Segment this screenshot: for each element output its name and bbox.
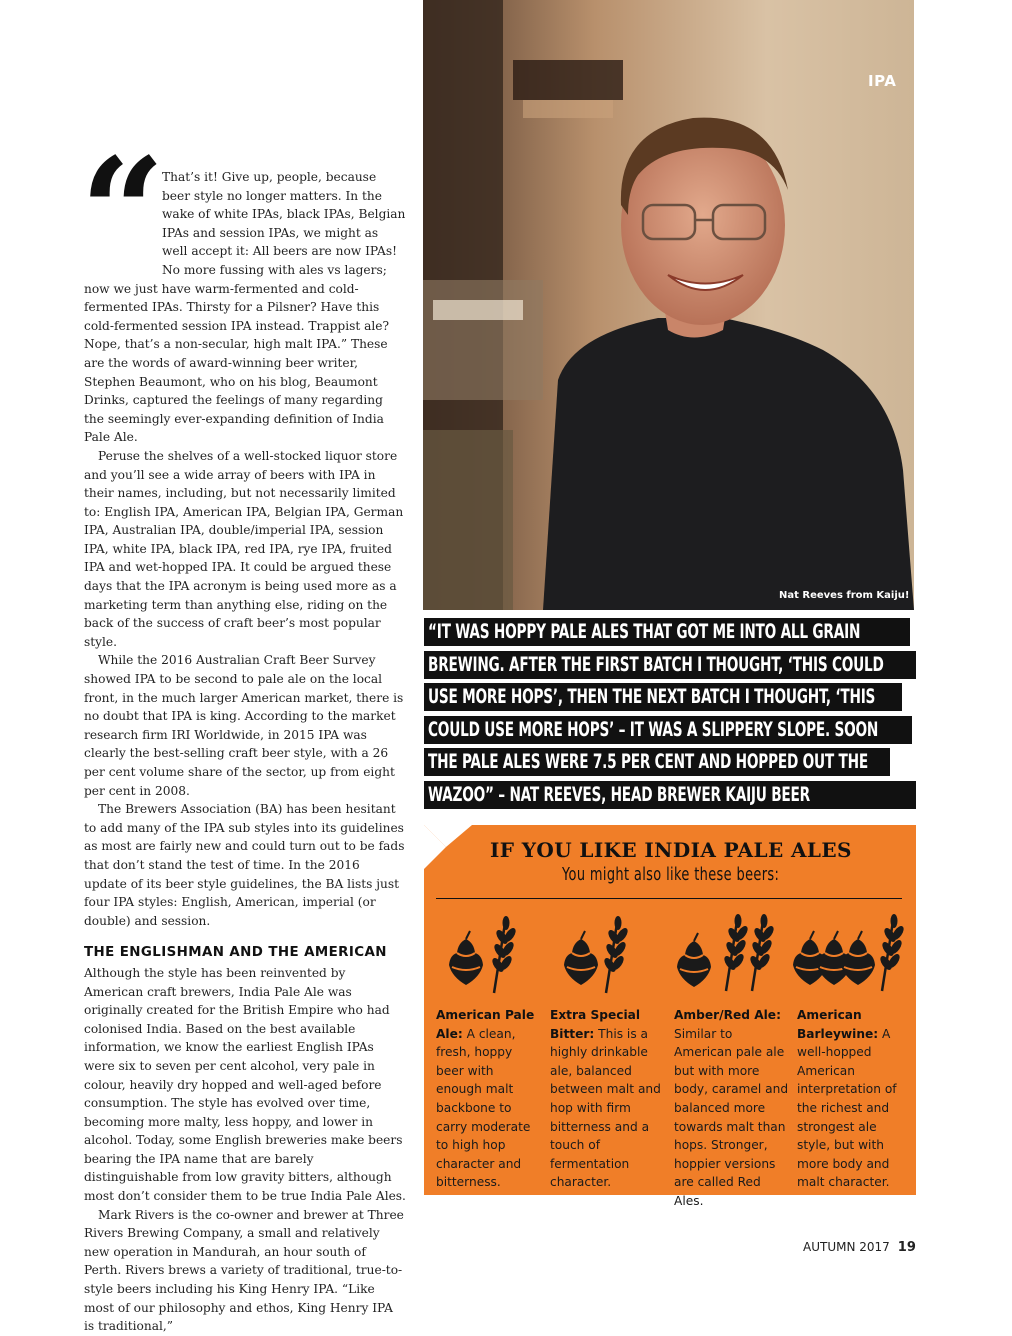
page-number: 19 [897, 1240, 916, 1255]
article-paragraph: While the 2016 Australian Craft Beer Survey showed IPA to be second to pale ale on the local front, in the much larger American market, there is no doubt that IPA is king. According to the market research firm IRI Worldwide, in 2015 IPA was clearly the best-selling craft beer style, with a 26 per cent volume share of the sector, up from eight per cent in 2008. [84, 653, 404, 798]
wheat-icon [722, 914, 750, 991]
hop-icon [841, 931, 875, 985]
article-paragraph: Peruse the shelves of a well-stocked liquor store and you’ll see a wide array of beers with IPA in their names, including, but not necessarily limited to: English IPA, American IPA, Belgian IPA, German IPA, Australian IPA, double/imperial IPA, session IPA, white IPA, black IPA, red IPA, rye IPA, fruited IPA and wet-hopped IPA. It could be argued these days that the IPA acronym is being used more as a marketing term than anything else, riding on the back of the success of craft beer’s most popular style. [84, 448, 404, 649]
beer-american-pale-ale: American Pale Ale: A clean, fresh, hoppy beer with enough malt backbone to carry moderate to high hop character and bitterness. [436, 1008, 535, 1190]
section-subhead: THE ENGLISHMAN AND THE AMERICAN [84, 945, 387, 961]
wheat-icon [878, 914, 906, 991]
pull-quote-line: WAZOO” – NAT REEVES, HEAD BREWER KAIJU BEER [424, 781, 916, 809]
box-subtitle: You might also like these beers: [562, 864, 780, 885]
hop-icon [449, 931, 483, 985]
box-corner-notch [424, 825, 472, 873]
pull-quote-line: “IT WAS HOPPY PALE ALES THAT GOT ME INTO ALL GRAIN [424, 618, 910, 646]
box-divider [436, 898, 902, 899]
wheat-icon [748, 914, 776, 991]
decorative-quote-mark: “ [80, 125, 152, 299]
article-paragraph: Mark Rivers is the co-owner and brewer at Three Rivers Brewing Company, a small and relatively new operation in Mandurah, an hour south of Perth. Rivers brews a variety of traditional, true-to-style beers including his King Henry IPA. “Like most of our philosophy and ethos, King Henry IPA is traditional,” [84, 1207, 404, 1334]
page-footer [803, 1240, 916, 1255]
hop-and-barley-icons [436, 915, 906, 995]
photo-caption: Nat Reeves from Kaiju! [779, 590, 910, 601]
beer-amber-red-ale: Amber/Red Ale: Similar to American pale ale but with more body, caramel and balanced more towards malt than hops. Stronger, hoppier versions are called Red Ales. [674, 1008, 789, 1208]
wheat-icon [602, 916, 630, 993]
article-paragraph: The Brewers Association (BA) has been hesitant to add many of the IPA sub styles into its guidelines as most are fairly new and could turn out to be fads that don’t stand the test of time. In the 2016 update of its beer style guidelines, the BA lists just four IPA styles: English, American, imperial (or double) and session. [84, 802, 405, 928]
pull-quote-line: THE PALE ALES WERE 7.5 PER CENT AND HOPPED OUT THE [424, 748, 890, 776]
wheat-icon [490, 916, 518, 993]
pull-quote [424, 618, 916, 813]
beer-extra-special-bitter: Extra Special Bitter: This is a highly drinkable ale, balanced between malt and hop with firm bitterness and a touch of fermentation character. [550, 1008, 661, 1190]
box-title: IF YOU LIKE INDIA PALE ALES [490, 838, 852, 862]
article-body [84, 168, 406, 1336]
pull-quote-line: USE MORE HOPS’, THEN THE NEXT BATCH I THOUGHT, ‘THIS [424, 683, 902, 711]
hop-icon [564, 931, 598, 985]
issue-label: AUTUMN 2017 [803, 1240, 890, 1254]
drop-quote-space [84, 168, 162, 278]
beer-american-barleywine: American Barleywine: A well-hopped American interpretation of the richest and strongest ale style, but with more body and malt character. [797, 1008, 897, 1190]
article-paragraph: Although the style has been reinvented by American craft brewers, India Pale Ale was originally created for the British Empire who had colonised India. Based on the best available information, we know the earliest English IPAs were six to seven per cent alcohol, very pale in colour, heavily dry hopped and well-aged before consumption. The style has evolved over time, becoming more malty, less hoppy, and lower in alcohol. Today, some English breweries make beers bearing the IPA name that are barely distinguishable from low gravity bitters, although most don’t consider them to be true India Pale Ales. [84, 965, 406, 1204]
section-tag: IPA [868, 72, 897, 90]
pull-quote-line: COULD USE MORE HOPS’ – IT WAS A SLIPPERY SLOPE. SOON [424, 716, 912, 744]
article-intro: That’s it! Give up, people, because beer style no longer matters. In the wake of white IPAs, black IPAs, Belgian IPAs and session IPAs, we might as well accept it: All beers are now IPAs! No more fussing with ales vs lagers; now we just have warm-fermented and cold-fermented IPAs. Thirsty for a Pilsner? Have this cold-fermented session IPA instead. Trappist ale? Nope, that’s a non-secular, high malt IPA.” These are the words of award-winning beer writer, Stephen Beaumont, who on his blog, Beaumont Drinks, captured the feelings of many regarding the seemingly ever-expanding definition of India Pale Ale. [84, 170, 406, 445]
brewer-photo [423, 0, 914, 610]
pull-quote-line: BREWING. AFTER THE FIRST BATCH I THOUGHT, ‘THIS COULD [424, 651, 916, 679]
hop-icon [677, 933, 711, 987]
